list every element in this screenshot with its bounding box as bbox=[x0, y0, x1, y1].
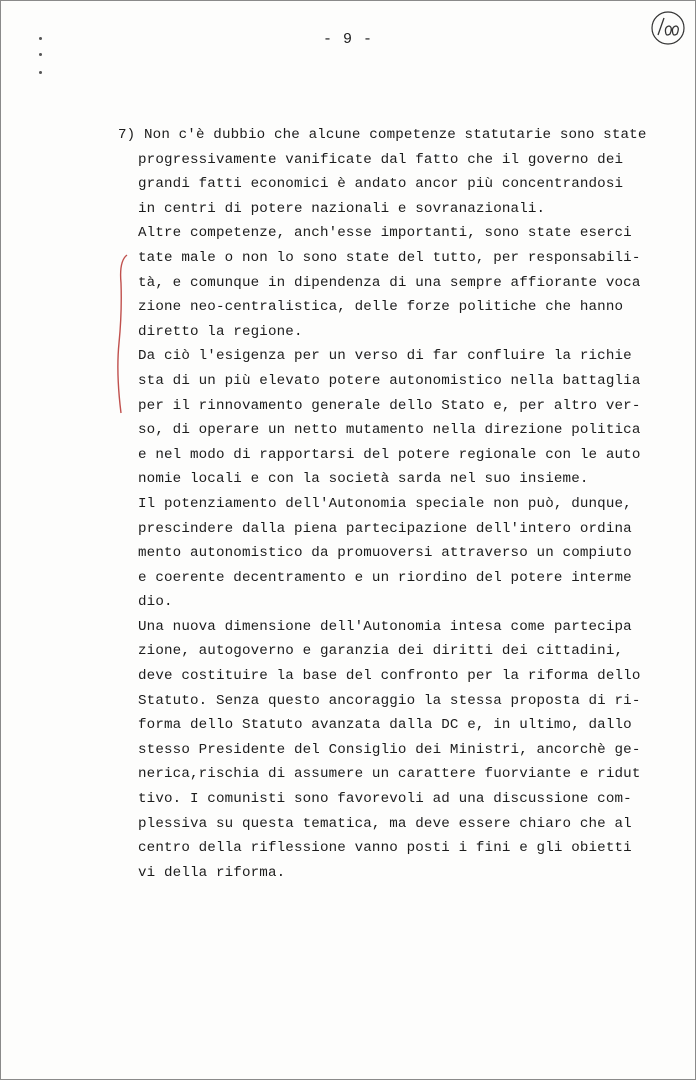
text-line: Altre competenze, anch'esse importanti, sono state eserci bbox=[138, 225, 632, 242]
text-line: nomie locali e con la società sarda nel suo insieme. bbox=[138, 471, 589, 488]
text-line: so, di operare un netto mutamento nella direzione politica bbox=[138, 422, 641, 439]
text-line: Da ciò l'esigenza per un verso di far confluire la richie bbox=[138, 348, 632, 365]
text-line: e coerente decentramento e un riordino del potere interme bbox=[138, 569, 632, 586]
text-line: grandi fatti economici è andato ancor più concentrandosi bbox=[138, 176, 624, 193]
text-line: e nel modo di rapportarsi del potere regionale con le auto bbox=[138, 446, 641, 463]
text-line: centro della riflessione vanno posti i fini e gli obietti bbox=[138, 840, 632, 857]
page-number: - 9 - bbox=[322, 31, 373, 48]
text-line: tà, e comunque in dipendenza di una sempre affiorante voca bbox=[138, 274, 641, 291]
text-line: prescindere dalla piena partecipazione dell'intero ordina bbox=[138, 520, 632, 537]
punch-hole-dot bbox=[39, 71, 42, 74]
text-line: per il rinnovamento generale dello Stato e, per altro ver- bbox=[138, 397, 641, 414]
text-line: vi della riforma. bbox=[138, 864, 286, 881]
text-line: zione, autogoverno e garanzia dei diritti dei cittadini, bbox=[138, 643, 624, 660]
text-line: Statuto. Senza questo ancoraggio la stessa proposta di ri- bbox=[138, 692, 641, 709]
text-line: mento autonomistico da promuoversi attraverso un compiuto bbox=[138, 545, 632, 562]
text-line: deve costituire la base del confronto per la riforma dello bbox=[138, 668, 641, 685]
text-line: stesso Presidente del Consiglio dei Ministri, ancorchè ge- bbox=[138, 741, 641, 758]
text-line: dio. bbox=[138, 594, 173, 611]
handwritten-page-number-icon bbox=[649, 9, 687, 47]
text-line: forma dello Statuto avanzata dalla DC e, in ultimo, dallo bbox=[138, 717, 632, 734]
text-line: diretto la regione. bbox=[138, 323, 303, 340]
text-line: tate male o non lo sono state del tutto, per responsabili- bbox=[138, 249, 641, 266]
body-text bbox=[118, 123, 647, 885]
text-line: 7) Non c'è dubbio che alcune competenze statutarie sono state bbox=[118, 127, 647, 143]
text-line: in centri di potere nazionali e sovranazionali. bbox=[138, 200, 546, 217]
text-line: progressivamente vanificate dal fatto che il governo dei bbox=[138, 151, 624, 168]
text-line: plessiva su questa tematica, ma deve essere chiaro che al bbox=[138, 815, 632, 832]
text-line: Una nuova dimensione dell'Autonomia intesa come partecipa bbox=[138, 618, 632, 635]
text-line: sta di un più elevato potere autonomistico nella battaglia bbox=[138, 372, 641, 389]
punch-hole-dot bbox=[39, 53, 42, 56]
text-line: zione neo-centralistica, delle forze politiche che hanno bbox=[138, 299, 624, 316]
text-line: tivo. I comunisti sono favorevoli ad una discussione com- bbox=[138, 791, 632, 808]
text-line: nerica,rischia di assumere un carattere fuorviante e ridut bbox=[138, 766, 641, 783]
text-line: Il potenziamento dell'Autonomia speciale non può, dunque, bbox=[138, 495, 632, 512]
